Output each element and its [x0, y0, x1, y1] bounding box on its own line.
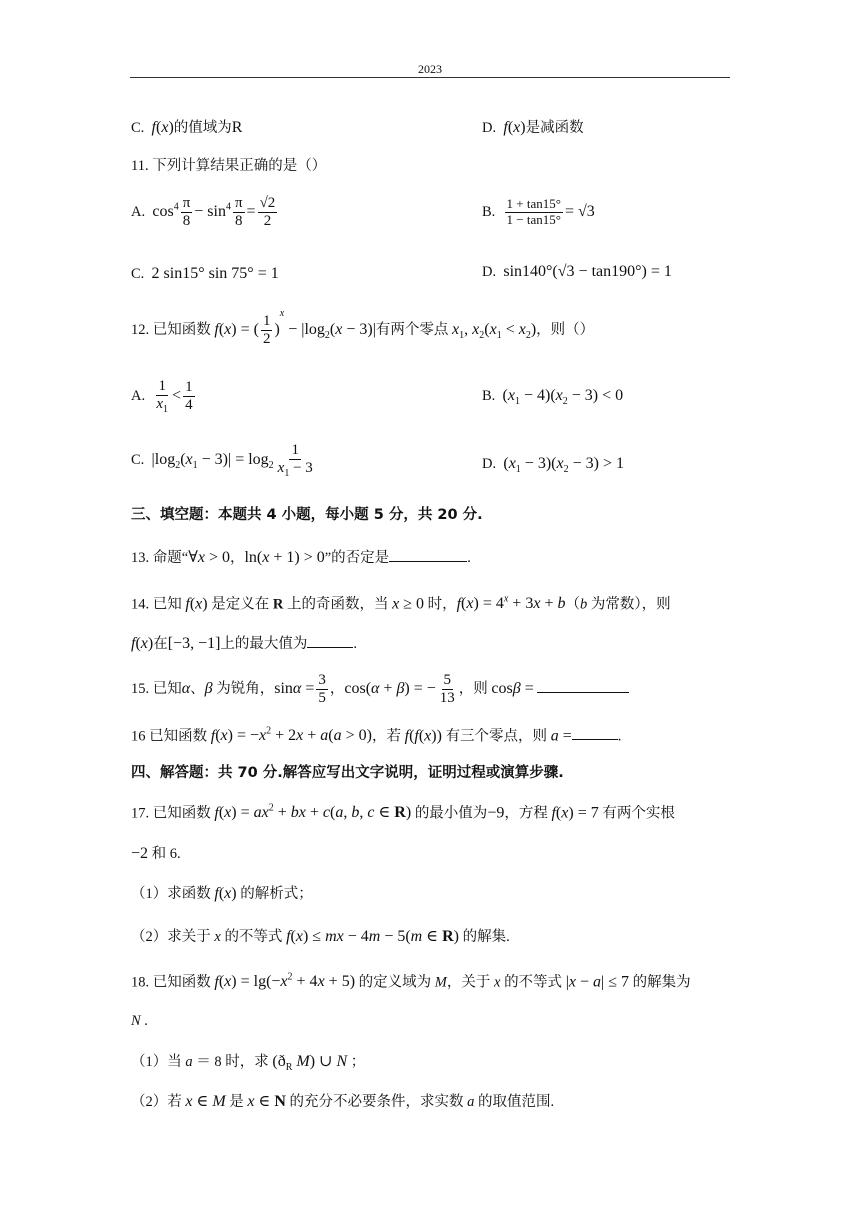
q17-part2: （2）求关于 x 的不等式 f(x) ≤ mx − 4m − 5(m ∈ R) 的解集.	[131, 928, 510, 945]
q17-line1: 17. 已知函数 $f(x) = ax^2$ + bx + c(a, b, c ∈ R) 的最小值为−9，方程 f(x) = 7 有两个实根	[131, 803, 675, 822]
section-4-title: 四、解答题：共 70 分.解答应写出文字说明，证明过程或演算步骤.	[131, 765, 564, 781]
q14-line1: 14. 已知 f(x) 是定义在 R 上的奇函数，当 x ≥ 0 时，$f(x) = 4^x + 3x + b(b$ 为常数），则	[131, 594, 671, 613]
q12-stem: 12. 已知函数 f(x) = ( $\frac{1}{2}$ )$^x - |\log_2(x - 3)|$有两个零点 $x_1$, $x_2(x_1 < x_2)$，则（）	[131, 308, 595, 348]
q18-part1: （1）当 a ＝ 8 时，求 ($ð_R$ M) ∪ N ；	[131, 1053, 366, 1074]
q15: 15. 已知α、β 为锐角，sinα = $\frac{3}{5}$ ，cos(α + β) = − $\frac{5}{13}$ ，则 cosβ =	[131, 672, 629, 708]
q11-option-a: A. $\cos^4$ $\frac{\pi}{8}$ − $\sin^4$ $\frac{\pi}{8}$ = $\frac{√2}{2}$	[131, 195, 276, 230]
q18-part2: （2）若 x ∈ M 是 x ∈ N 的充分不必要条件，求实数 a 的取值范围.	[131, 1093, 555, 1110]
q10-option-c: C. f(x)的值域为R	[131, 119, 243, 136]
q11-stem: 11. 下列计算结果正确的是（）	[131, 158, 327, 174]
q11-option-c: C. 2 sin15° sin 75° = 1	[131, 265, 279, 282]
q11-option-b: B. $\frac{1 + \tan 15^\circ}{1 - \tan 15^\circ}$ = √3	[482, 196, 595, 227]
q18-line1: 18. 已知函数 $f(x) = \lg(-x^2 + 4x + 5)$ 的定义域为 M，关于 x 的不等式 |x − a| ≤ 7 的解集为	[131, 972, 691, 991]
q10-option-d: D. f(x)是减函数	[482, 119, 584, 136]
q12-option-c: C. $|\log_2(x_1 - 3)| = \log_2$ $\frac{1}{x_1 - 3}$	[131, 442, 313, 480]
q18-line2: N .	[131, 1013, 148, 1029]
section-3-title: 三、填空题：本题共 4 小题，每小题 5 分，共 20 分.	[131, 507, 483, 523]
q12-option-b: B. $(x_1 - 4)(x_2 - 3) < 0$	[482, 387, 624, 408]
q16: 16 已知函数 $f(x) = -x^2 + 2x + a(a > 0)$，若 f(f(x)) 有三个零点，则 a = .	[131, 726, 622, 745]
page-header-year: 2023	[418, 62, 442, 76]
header-rule	[130, 77, 730, 78]
q13: 13. 命题“∀x > 0，ln(x + 1) > 0”的否定是 .	[131, 549, 471, 566]
q11-option-d: D. sin140°(√3 − tan190°) = 1	[482, 263, 672, 280]
q12-option-d: D. $(x_1 - 3)(x_2 - 3) > 1$	[482, 455, 624, 476]
q12-option-a: A. $\frac{1}{x_1}$ < $\frac{1}{4}$	[131, 378, 193, 416]
q17-part1: （1）求函数 f(x) 的解析式；	[131, 885, 313, 902]
q17-line2: −2 和 6.	[131, 845, 181, 862]
q14-line2: f(x)在[−3, −1]上的最大值为 .	[131, 635, 358, 652]
